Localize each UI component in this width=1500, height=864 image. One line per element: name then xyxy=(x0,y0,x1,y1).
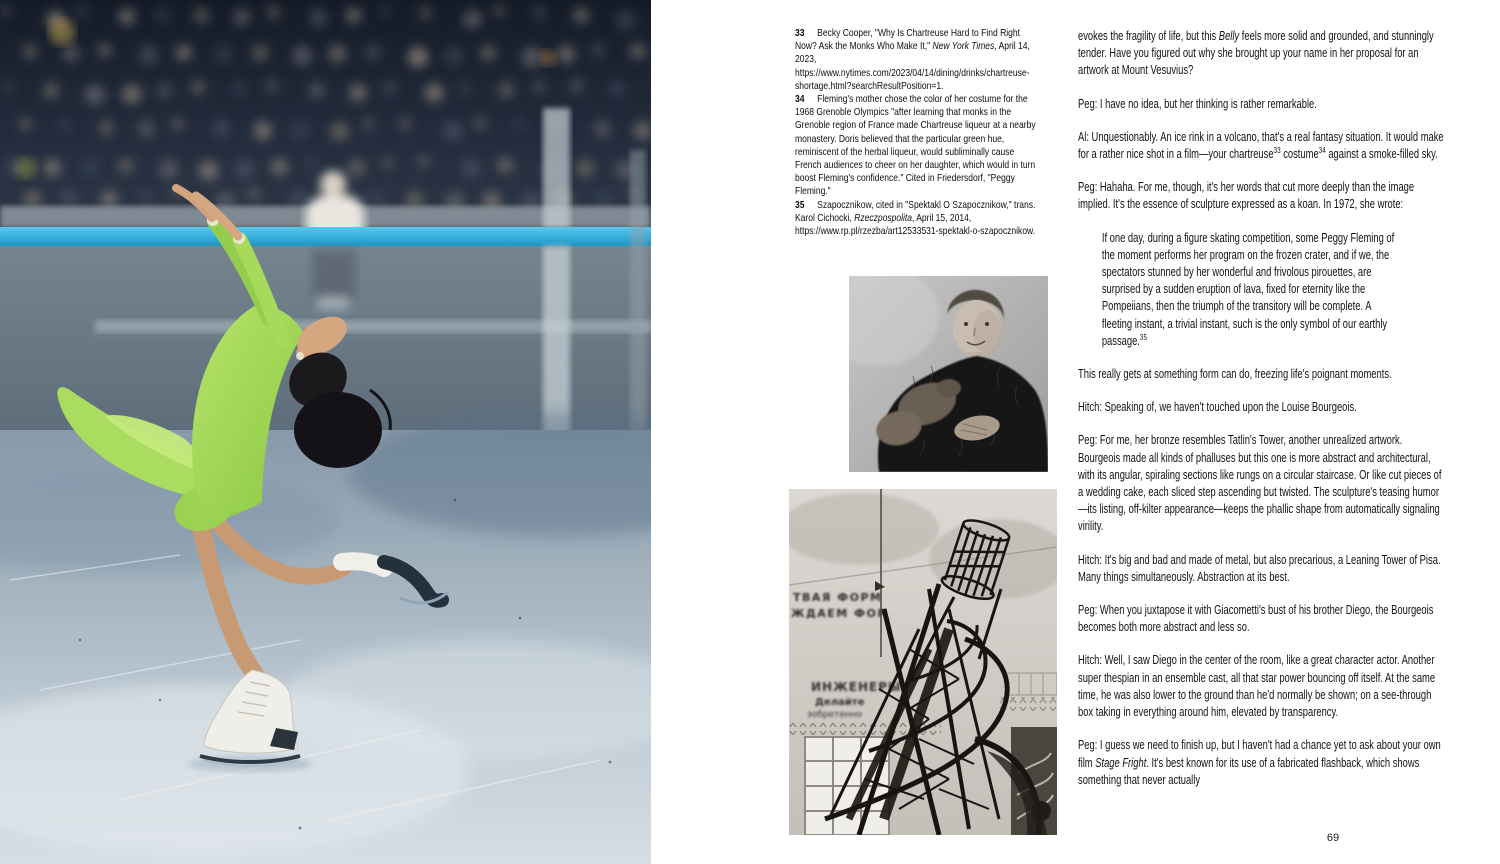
paragraph xyxy=(1078,652,1445,721)
bourgeois-portrait-photo xyxy=(849,276,1048,472)
paragraph xyxy=(1078,399,1445,416)
svg-text:ИНЖЕНЕРЫ: ИНЖЕНЕРЫ xyxy=(811,680,902,694)
text-segment: 33 xyxy=(1273,144,1281,155)
hair-bun xyxy=(294,392,382,468)
rink-post-lower xyxy=(543,246,570,436)
seated-figure-legs xyxy=(312,250,356,310)
text-segment: costume xyxy=(1280,147,1319,162)
footnote-text xyxy=(795,94,1036,197)
right-page xyxy=(651,0,1500,864)
page-number: 69 xyxy=(1326,832,1340,844)
paragraph xyxy=(1078,366,1445,383)
footnote-number: 34 xyxy=(795,94,805,106)
text-segment: Peg: I guess we need to finish up, but I haven't had a chance yet to ask about your own film xyxy=(1078,738,1441,770)
text-segment: Al: Unquestionably. An ice rink in a volcano, that's a real fantasy situation. It would make for a rather nice shot in a film—your chartreuse xyxy=(1078,129,1444,162)
svg-text:Делайте: Делайте xyxy=(815,697,865,708)
text-segment: evokes the fragility of life, but this xyxy=(1078,29,1219,43)
footnote-text xyxy=(795,28,1030,92)
cyan-board-stripe xyxy=(0,227,651,246)
text-segment: Becky Cooper, "Why Is Chartreuse Hard to Find Right Now? Ask the Monks Who Make It," xyxy=(795,28,1021,53)
svg-text:зобретенно: зобретенно xyxy=(807,710,863,720)
skater-photo-illustration xyxy=(0,0,651,864)
footnote-text xyxy=(795,200,1035,237)
paragraph xyxy=(1078,737,1445,789)
paragraph xyxy=(1078,432,1445,535)
paragraph xyxy=(1078,602,1445,636)
footnotes-column xyxy=(795,27,1041,238)
footnote-34 xyxy=(795,93,1041,199)
paragraph xyxy=(1078,129,1445,163)
text-segment: New York Times xyxy=(932,41,995,53)
footnote-number: 35 xyxy=(795,199,805,211)
svg-text:ЖДАЕМ ФОР: ЖДАЕМ ФОР xyxy=(791,607,887,620)
text-segment: Szapocznikow, cited in "Spektakl O Szapocznikow," trans. Karol Cichocki, xyxy=(795,199,1036,224)
paragraph xyxy=(1078,96,1445,113)
text-segment: feels more solid and grounded, and stunningly tender. Have you figured out why she brought up your name in her proposal for an artwork at Mount Vesuvius? xyxy=(1078,29,1434,78)
text-segment: Fleming's mother chose the color of her costume for the 1968 Grenoble Olympics "after learning that monks in the Grenoble region of France made Chartreuse liqueur at a nearby monastery. Doris believed that the particular green hue, reminiscent of the herbal liqueur, would subliminally cause French audiences to cheer on her daughter, which would in turn boost Fleming's confidence." Cited in Friedersdorf, "Peggy Fleming." xyxy=(795,94,1036,198)
text-segment: Peg: Hahaha. For me, though, it's her words that cut more deeply than the image implied. It's the essence of sculpture expressed as a koan. In 1972, she wrote: xyxy=(1078,180,1415,212)
text-segment: Peg: For me, her bronze resembles Tatlin's Tower, another unrealized artwork. Bourgeois made all kinds of phalluses but this one is more abstract and architectural, with its angular, spiraling sections like rungs on a circular staircase. Or like cut pieces of a wedding cake, each sliced step ascending but twisted. The sculpture's teasing humor—its listing, off-kilter appearance—keeps the phallic shape from automatically signaling virility. xyxy=(1078,433,1442,534)
text-segment: . It's best known for its use of a fabricated flashback, which shows something that never actually xyxy=(1078,755,1420,787)
right-lattice xyxy=(1007,673,1057,695)
text-segment: Hitch: Speaking of, we haven't touched upon the Louise Bourgeois. xyxy=(1078,400,1357,415)
rink-post-upper xyxy=(543,108,570,228)
text-segment: This really gets at something form can do, freezing life's poignant moments. xyxy=(1078,367,1392,382)
main-text-column xyxy=(1078,28,1445,805)
tatlin-tower-photo xyxy=(789,489,1057,835)
text-segment: against a smoke-filled sky. xyxy=(1325,147,1438,162)
text-segment: Belly xyxy=(1218,29,1240,43)
svg-text:ТВАЯ ФОРМ: ТВАЯ ФОРМ xyxy=(793,591,883,604)
text-segment: Rzeczpospolita xyxy=(854,212,912,224)
text-segment: 34 xyxy=(1318,144,1326,155)
text-segment: If one day, during a figure skating competition, some Peggy Fleming of the moment performs her program on the frozen crater, and if we, the spectators stunned by her wonderful and frivolous pirouettes, are surprised by a sudden eruption of lava, fixed for eternity like the Pompeiians, then the triumph of the transitory will be complete. A fleeting instant, a trivial instant, such is the only symbol of our earthly passage. xyxy=(1101,230,1395,348)
footnote-33 xyxy=(795,27,1041,93)
collar-sparkle xyxy=(296,352,304,360)
text-segment: Peg: When you juxtapose it with Giacometti's bust of his brother Diego, the Bourgeois becomes both more abstract and less so. xyxy=(1078,603,1434,635)
text-segment: Stage Fright xyxy=(1095,755,1147,770)
paragraph xyxy=(1078,28,1445,80)
text-segment: 35 xyxy=(1139,331,1147,342)
footnote-35 xyxy=(795,199,1041,239)
text-segment: Peg: I have no idea, but her thinking is rather remarkable. xyxy=(1078,96,1317,111)
left-page-photo xyxy=(0,0,651,864)
block-quote xyxy=(1078,230,1445,350)
text-segment: , April 14, 2023, https://www.nytimes.com/2023/04/14/dining/drinks/chartreuse-shortage.html?searchResultPosition=1. xyxy=(795,41,1030,92)
paragraph xyxy=(1078,179,1445,213)
text-segment: , April 15, 2014, https://www.rp.pl/rzezba/art12533531-spektakl-o-szapocznikow. xyxy=(795,212,1036,238)
footnote-number: 33 xyxy=(795,28,805,39)
paragraph xyxy=(1078,552,1445,586)
text-segment: Hitch: Well, I saw Diego in the center of the room, like a great character actor. Another super thespian in an ensemble cast, all that star power bouncing off itself. At the same time, he was also lower to the ground than he'd normally be shown; on a see-through box taking in everything around him, elevated by transparency. xyxy=(1078,653,1436,720)
text-segment: Hitch: It's big and bad and made of metal, but also precarious, a Leaning Tower of Pisa. Many things simultaneously. Abstraction at its best. xyxy=(1078,552,1441,584)
